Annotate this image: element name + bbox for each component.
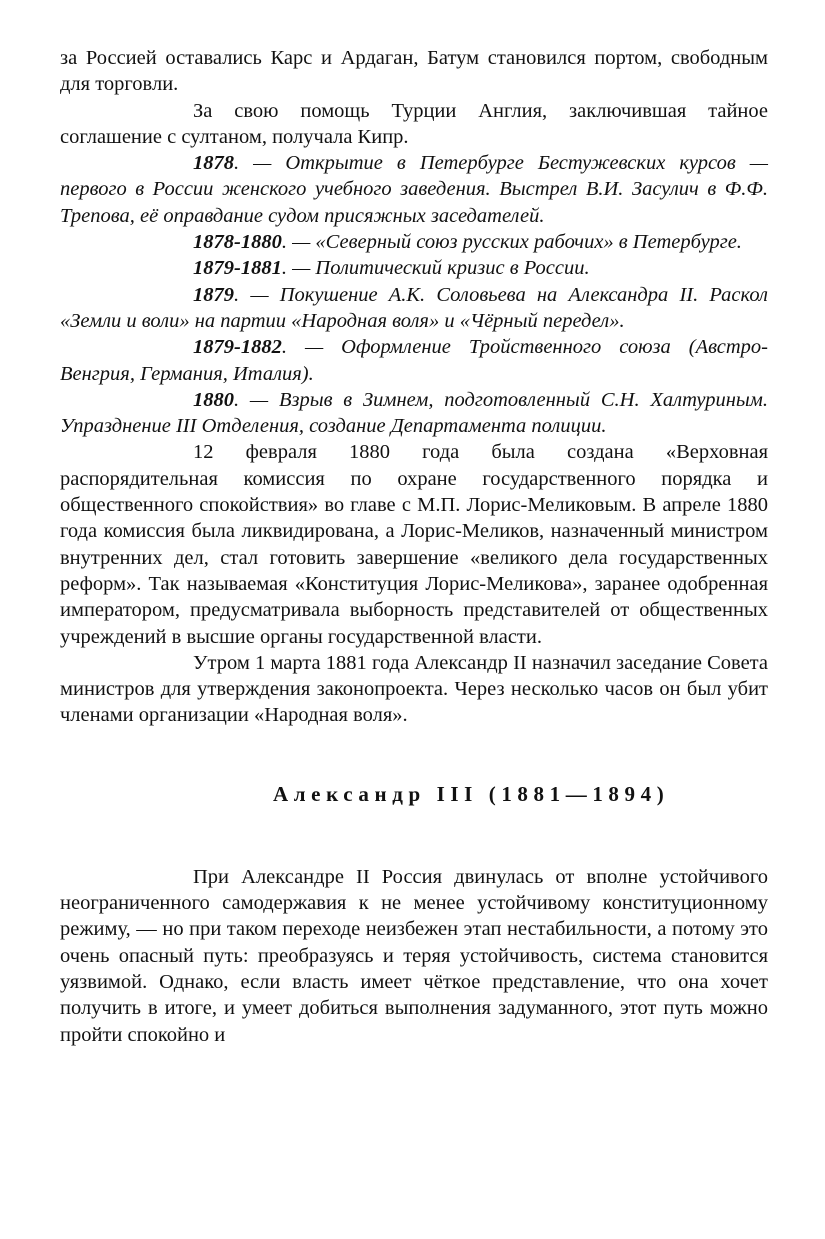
chronology-entry-1879 xyxy=(60,282,768,335)
chronology-text: . — Открытие в Петербурге Бестужевских курсов — первого в России женского учебного заведения. Выстрел В.И. Засулич в Ф.Ф. Трепова, её оправдание судом присяжных заседателей. xyxy=(60,152,768,227)
chronology-year: 1878-1880 xyxy=(193,231,282,254)
section-heading: Александр III (1881—1894) xyxy=(273,781,670,806)
chronology-entry-1879-1881 xyxy=(60,255,768,281)
paragraph-text: При Александре II Россия двинулась от вполне устойчивого неограниченного самодержавия к не менее устойчивому конституционному режиму, — но при таком переходе неизбежен этап нестабильности, а потому это очень опасный путь: преобразуясь и теряя устойчивость, система становится уязвимой. Однако, если власть имеет чёткое представление, что она хочет получить в итоге, и умеет добиться выполнения задуманного, этот путь можно пройти спокойно и xyxy=(60,865,768,1046)
paragraph-alexander-ii-russia xyxy=(60,864,768,1048)
paragraph-cyprus xyxy=(60,98,768,151)
chronology-text: . — Покушение А.К. Соловьева на Александра II. Раскол «Земли и воли» на партии «Народная воля» и «Чёрный передел». xyxy=(60,283,768,332)
paragraph-text: За свою помощь Турции Англия, заключившая тайное соглашение с султаном, получала Кипр. xyxy=(60,99,768,148)
chronology-text: . — Взрыв в Зимнем, подготовленный С.Н. Халтуриным. Упразднение III Отделения, создание Департамента полиции. xyxy=(60,388,768,438)
paragraph-supreme-commission xyxy=(60,439,768,649)
chronology-entry-1878-1880 xyxy=(60,229,768,255)
paragraph-text: 12 февраля 1880 года была создана «Верховная распорядительная комиссия по охране государственного порядка и общественного спокойствия» во главе с М.П. Лорис-Меликовым. В апреле 1880 года комиссия была ликвидирована, а Лорис-Меликов, назначенный министром внутренних дел, стал готовить завершение «великого дела государственных реформ». Так называемая «Конституция Лорис-Меликова», заранее одобренная императором, предусматривала выборность представителей от общественных учреждений в высшие органы государственной власти. xyxy=(60,441,768,648)
paragraph-text: Утром 1 марта 1881 года Александр II назначил заседание Совета министров для утверждения законопроекта. Через несколько часов он был убит членами организации «Народная воля». xyxy=(60,651,768,727)
paragraph-march-1881 xyxy=(60,650,768,729)
chronology-entry-1880 xyxy=(60,387,768,440)
chronology-text: . — Оформление Тройственного союза (Австро-Венгрия, Германия, Италия). xyxy=(60,336,768,385)
chronology-year: 1879-1881 xyxy=(193,257,282,280)
chronology-entry-1879-1882 xyxy=(60,334,768,387)
chronology-year: 1879 xyxy=(193,283,234,306)
document-page xyxy=(60,45,768,1048)
chronology-text: . — «Северный союз русских рабочих» в Петербурге. xyxy=(281,231,742,254)
paragraph-kars-ardagan xyxy=(60,45,768,98)
chronology-year: 1880 xyxy=(193,388,234,411)
chronology-entry-1878 xyxy=(60,150,768,229)
paragraph-text: за Россией оставались Карс и Ардаган, Батум становился портом, свободным для торговли. xyxy=(60,47,768,96)
chronology-year: 1878 xyxy=(193,152,234,175)
chronology-text: . — Политический кризис в России. xyxy=(281,257,590,280)
chronology-year: 1879-1882 xyxy=(193,336,282,359)
